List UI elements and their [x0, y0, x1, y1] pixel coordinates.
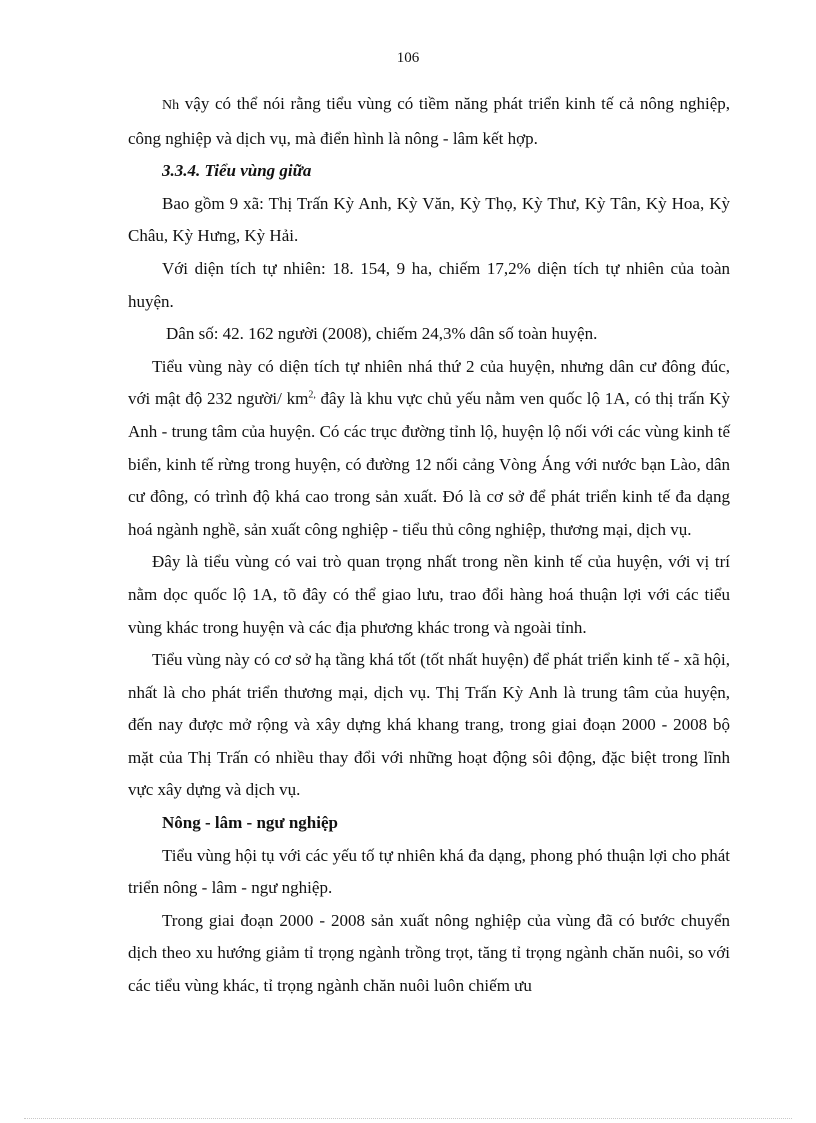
paragraph-communes: Bao gồm 9 xã: Thị Trấn Kỳ Anh, Kỳ Văn, Kỳ Thọ, Kỳ Thư, Kỳ Tân, Kỳ Hoa, Kỳ Châu, Kỳ Hưng, Kỳ Hải.	[128, 193, 730, 246]
section-heading-3-3-4: 3.3.4. Tiểu vùng giữa	[162, 161, 312, 181]
paragraph-subregion-a: Tiểu vùng này có diện tích tự nhiên nhá thứ 2 của huyện, nhưng dân cư đông đúc, với mật độ 232 người/ km	[128, 356, 730, 409]
paragraph-infrastructure: Tiểu vùng này có cơ sở hạ tầng khá tốt (tốt nhất huyện) để phát triển kinh tế - xã hội, nhất là cho phát triển thương mại, dịch vụ. Thị Trấn Kỳ Anh là trung tâm của huyện, đến nay được mở rộng và xây dựng khá khang trang, trong giai đoạn 2000 - 2008 bộ mặt của Thị Trấn có nhiều thay đổi với những hoạt động sôi động, đặc biệt trong lĩnh vực xây dựng và dịch vụ.	[128, 650, 730, 800]
page-bottom-rule	[24, 1118, 792, 1119]
document-body	[128, 88, 730, 1003]
page-number: 106	[396, 50, 420, 66]
heading-agriculture: Nông - lâm - ngư nghiệp	[162, 813, 338, 833]
paragraph-period: Trong giai đoạn 2000 - 2008 sản xuất nông nghiệp của vùng đã có bước chuyển dịch theo xu hướng giảm tỉ trọng ngành trồng trọt, tăng tỉ trọng ngành chăn nuôi, so với các tiểu vùng khác, tỉ trọng ngành chăn nuôi luôn chiếm ưu	[128, 910, 730, 996]
paragraph-area: Với diện tích tự nhiên: 18. 154, 9 ha, chiếm 17,2% diện tích tự nhiên của toàn huyện.	[128, 258, 730, 311]
paragraph-intro	[128, 88, 730, 155]
paragraph-role: Đây là tiểu vùng có vai trò quan trọng nhất trong nền kinh tế của huyện, với vị trí nằm dọc quốc lộ 1A, tõ đây có thể giao lưu, trao đổi hàng hoá thuận lợi với các tiểu vùng khác trong huyện và các địa phương khác trong và ngoài tỉnh.	[128, 552, 730, 637]
paragraph-intro-text: vậy có thể nói rằng tiểu vùng có tiềm năng phát triển kinh tế cả nông nghiệp, công nghiệp và dịch vụ, mà điển hình là nông - lâm kết hợp.	[128, 94, 730, 148]
paragraph-subregion-b: đây là khu vực chủ yếu nằm ven quốc lộ 1A, có thị trấn Kỳ Anh - trung tâm của huyện. Có các trục đường tỉnh lộ, huyện lộ nối với các vùng kinh tế biển, kinh tế rừng trong huyện, có đường 12 nối cảng Vòng Áng với nước bạn Lào, dân cư đông, có trình độ khá cao trong sản xuất. Đó là cơ sở để phát triển kinh tế đa dạng hoá ngành nghề, sản xuất công nghiệp - tiểu thủ công nghiệp, thương mại, dịch vụ.	[128, 389, 730, 539]
paragraph-natural-factors: Tiểu vùng hội tụ với các yếu tố tự nhiên khá đa dạng, phong phó thuận lợi cho phát triển nông - lâm - ngư nghiệp.	[128, 845, 730, 898]
paragraph-subregion	[128, 351, 730, 547]
paragraph-population: Dân số: 42. 162 người (2008), chiếm 24,3% dân số toàn huyện.	[166, 324, 598, 344]
superscript-2: 2,	[308, 389, 316, 401]
paragraph-intro-start: Nh	[162, 98, 180, 113]
